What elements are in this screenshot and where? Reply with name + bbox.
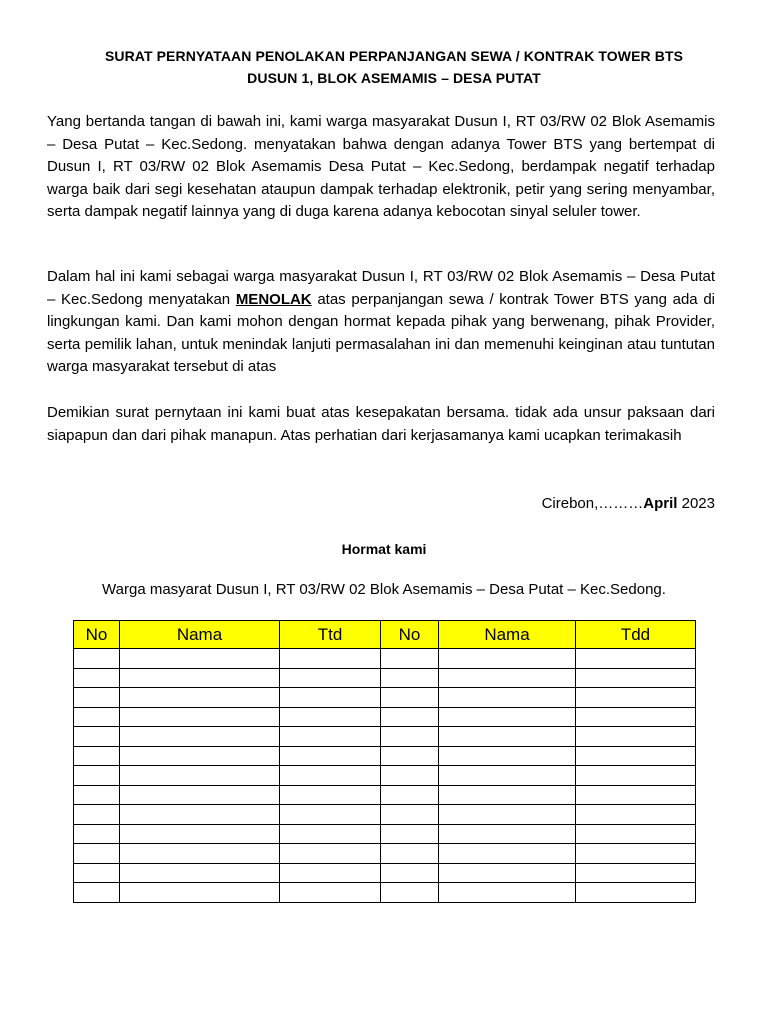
- table-cell: [74, 727, 120, 747]
- header-tdd: Tdd: [576, 621, 696, 649]
- paragraph-closing: Demikian surat pernytaan ini kami buat atas kesepakatan bersama. tidak ada unsur paksaan dari siapapun dan dari pihak manapun. Atas perhatian dari kerjasamanya kami ucapkan terimakasih: [47, 404, 715, 444]
- table-cell: [280, 785, 381, 805]
- table-cell: [120, 766, 280, 786]
- table-cell: [280, 746, 381, 766]
- table-cell: [120, 727, 280, 747]
- table-cell: [74, 883, 120, 903]
- table-row: [74, 805, 696, 825]
- header-nama: Nama: [439, 621, 576, 649]
- table-cell: [576, 707, 696, 727]
- table-cell: [576, 844, 696, 864]
- table-cell: [381, 668, 439, 688]
- table-cell: [120, 805, 280, 825]
- table-cell: [381, 863, 439, 883]
- paragraph-rejection: [47, 266, 715, 379]
- table-row: [74, 668, 696, 688]
- table-cell: [381, 707, 439, 727]
- date-month: April: [643, 495, 678, 512]
- table-cell: [280, 883, 381, 903]
- table-cell: [280, 668, 381, 688]
- table-cell: [74, 649, 120, 669]
- table-row: [74, 863, 696, 883]
- table-cell: [439, 844, 576, 864]
- paragraph-statement: Yang bertanda tangan di bawah ini, kami warga masyarakat Dusun I, RT 03/RW 02 Blok Asemamis – Desa Putat – Kec.Sedong. menyatakan bahwa dengan adanya Tower BTS yang bertempat di Dusun I, RT 03/RW 02 Blok Asemamis Desa Putat – Kec.Sedong, berdampak negatif terhadap warga baik dari segi kesehatan ataupun dampak terhadap elektronik, petir yang sering menyambar, serta dampak negatif lainnya yang di duga karena adanya kebocotan sinyal seluler tower.: [47, 113, 715, 221]
- table-cell: [439, 863, 576, 883]
- table-cell: [439, 668, 576, 688]
- table-cell: [439, 727, 576, 747]
- closing-salutation: Hormat kami: [341, 541, 427, 557]
- table-cell: [74, 863, 120, 883]
- table-row: [74, 824, 696, 844]
- table-cell: [576, 883, 696, 903]
- table-cell: [280, 727, 381, 747]
- table-cell: [280, 844, 381, 864]
- table-row: [74, 766, 696, 786]
- table-cell: [120, 707, 280, 727]
- table-cell: [576, 649, 696, 669]
- table-cell: [439, 883, 576, 903]
- document-title-line2: DUSUN 1, BLOK ASEMAMIS – DESA PUTAT: [247, 70, 541, 86]
- date-year: 2023: [677, 495, 715, 512]
- table-cell: [120, 688, 280, 708]
- table-cell: [120, 863, 280, 883]
- table-cell: [381, 883, 439, 903]
- table-cell: [439, 805, 576, 825]
- table-cell: [120, 746, 280, 766]
- date-line: [542, 494, 715, 514]
- table-cell: [120, 883, 280, 903]
- table-row: [74, 883, 696, 903]
- table-cell: [576, 785, 696, 805]
- table-cell: [439, 649, 576, 669]
- table-row: [74, 707, 696, 727]
- table-cell: [74, 688, 120, 708]
- table-row: [74, 844, 696, 864]
- table-cell: [120, 824, 280, 844]
- table-cell: [74, 766, 120, 786]
- table-cell: [576, 824, 696, 844]
- table-cell: [120, 649, 280, 669]
- table-cell: [120, 844, 280, 864]
- rejection-emphasis: MENOLAK: [235, 290, 312, 308]
- table-cell: [381, 844, 439, 864]
- table-cell: [74, 844, 120, 864]
- table-cell: [439, 688, 576, 708]
- table-row: [74, 649, 696, 669]
- table-cell: [74, 824, 120, 844]
- table-cell: [381, 805, 439, 825]
- document-title-line1: SURAT PERNYATAAN PENOLAKAN PERPANJANGAN SEWA / KONTRAK TOWER BTS: [104, 48, 684, 64]
- table-cell: [439, 766, 576, 786]
- table-cell: [280, 824, 381, 844]
- header-no: No: [381, 621, 439, 649]
- table-cell: [576, 688, 696, 708]
- table-cell: [280, 766, 381, 786]
- table-cell: [120, 785, 280, 805]
- table-cell: [280, 688, 381, 708]
- paragraph-rejection-lead: Dalam hal ini kami sebagai warga masyarakat Dusun I, RT 03/RW 02 Blok Asemamis – Desa Putat – Kec.Sedong menyatakan: [47, 268, 715, 308]
- table-cell: [576, 727, 696, 747]
- paragraph-rejection-tail: atas perpanjangan sewa / kontrak Tower BTS yang ada di lingkungan kami. Dan kami mohon dengan hormat kepada pihak yang berwenang, pihak Provider, serta pemilik lahan, untuk menindak lanjuti permasalahan ini dan memenuhi keinginan atau tuntutan warga masyarakat tersebut di atas: [47, 290, 715, 376]
- table-cell: [576, 805, 696, 825]
- signatories-line: Warga masyarat Dusun I, RT 03/RW 02 Blok Asemamis – Desa Putat – Kec.Sedong.: [102, 581, 666, 598]
- table-cell: [439, 707, 576, 727]
- table-cell: [439, 824, 576, 844]
- table-cell: [576, 668, 696, 688]
- signature-table-body: [74, 649, 696, 903]
- table-row: [74, 727, 696, 747]
- table-cell: [74, 785, 120, 805]
- table-cell: [576, 766, 696, 786]
- table-cell: [381, 824, 439, 844]
- table-cell: [381, 746, 439, 766]
- table-cell: [381, 785, 439, 805]
- table-cell: [74, 707, 120, 727]
- table-cell: [381, 766, 439, 786]
- table-cell: [280, 707, 381, 727]
- table-cell: [74, 746, 120, 766]
- header-no: No: [74, 621, 120, 649]
- date-place: Cirebon,………: [541, 495, 644, 512]
- table-cell: [576, 746, 696, 766]
- header-ttd: Ttd: [280, 621, 381, 649]
- signature-table-header: [74, 621, 696, 649]
- table-cell: [74, 668, 120, 688]
- table-cell: [381, 649, 439, 669]
- table-cell: [280, 863, 381, 883]
- signature-table: [73, 620, 696, 903]
- header-nama: Nama: [120, 621, 280, 649]
- table-cell: [74, 805, 120, 825]
- table-cell: [439, 785, 576, 805]
- table-cell: [381, 688, 439, 708]
- table-cell: [439, 746, 576, 766]
- table-row: [74, 688, 696, 708]
- table-cell: [576, 863, 696, 883]
- table-cell: [280, 805, 381, 825]
- table-row: [74, 746, 696, 766]
- table-cell: [120, 668, 280, 688]
- table-cell: [381, 727, 439, 747]
- table-cell: [280, 649, 381, 669]
- table-row: [74, 785, 696, 805]
